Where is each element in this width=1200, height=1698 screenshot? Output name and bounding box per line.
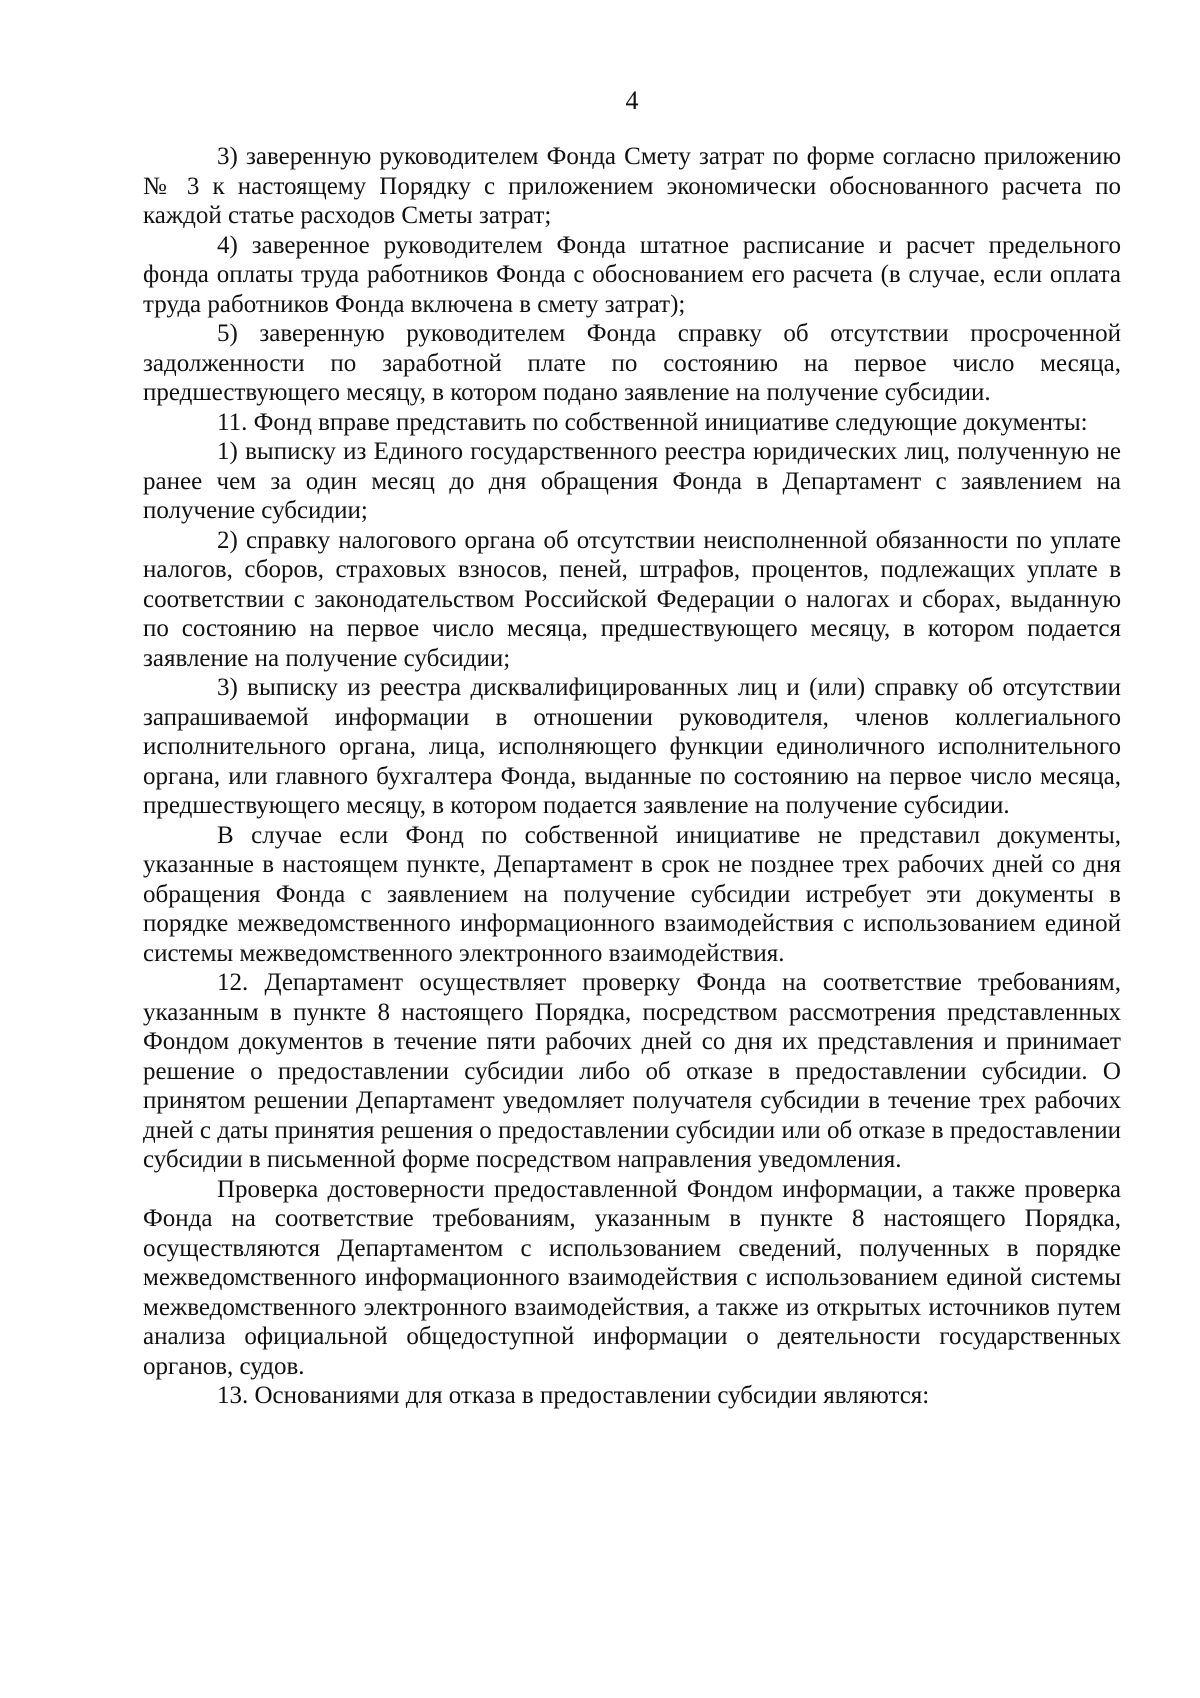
paragraph-clause-13: 13. Основаниями для отказа в предоставлении субсидии являются:	[217, 1382, 930, 1409]
paragraph-item-3-cost-estimate: 3) заверенную руководителем Фонда Смету затрат по форме согласно приложению № 3 к настоящему Порядку с приложением экономически обоснованного расчета по каждой статье расходов Сметы затрат;	[143, 143, 1121, 229]
paragraph-item-2-tax-certificate: 2) справку налогового органа об отсутствии неисполненной обязанности по уплате налогов, сборов, страховых взносов, пеней, штрафов, процентов, подлежащих уплате в соответствии с законодательством Российской Федерации о налогах и сборах, выданную по состоянию на первое число месяца, предшествующего месяцу, в котором подается заявление на получение субсидии;	[143, 526, 1121, 672]
paragraph-interagency-request: В случае если Фонд по собственной инициативе не представил документы, указанные в настоящем пункте, Департамент в срок не позднее трех рабочих дней со дня обращения Фонда с заявлением на получение субсидии истребует эти документы в порядке межведомственного информационного взаимодействия с использованием единой системы межведомственного электронного взаимодействия.	[143, 821, 1121, 967]
paragraph-item-5-no-arrears: 5) заверенную руководителем Фонда справку об отсутствии просроченной задолженности по заработной плате по состоянию на первое число месяца, предшествующего месяцу, в котором подано заявление на получение субсидии.	[143, 320, 1121, 406]
paragraph-item-3-disqualified-registry: 3) выписку из реестра дисквалифицированных лиц и (или) справку об отсутствии запрашиваемой информации в отношении руководителя, членов коллегиального исполнительного органа, лица, исполняющего функции единоличного исполнительного органа, или главного бухгалтера Фонда, выданные по состоянию на первое число месяца, предшествующего месяцу, в котором подается заявление на получение субсидии.	[143, 674, 1121, 819]
paragraph-item-1-registry-extract: 1) выписку из Единого государственного реестра юридических лиц, полученную не ранее чем за один месяц до дня обращения Фонда в Департамент с заявлением на получение субсидии;	[143, 438, 1121, 524]
page-number: 4	[625, 86, 639, 115]
paragraph-clause-11: 11. Фонд вправе представить по собственной инициативе следующие документы:	[217, 408, 1088, 436]
document-body	[143, 142, 1121, 1411]
paragraph-clause-12: 12. Департамент осуществляет проверку Фонда на соответствие требованиям, указанным в пункте 8 настоящего Порядка, посредством рассмотрения представленных Фондом документов в течение пяти рабочих дней со дня их представления и принимает решение о предоставлении субсидии либо об отказе в предоставлении субсидии. О принятом решении Департамент уведомляет получателя субсидии в течение трех рабочих дней с даты принятия решения о предоставлении субсидии или об отказе в предоставлении субсидии в письменной форме посредством направления уведомления.	[143, 969, 1121, 1173]
paragraph-item-4-staff-schedule: 4) заверенное руководителем Фонда штатное расписание и расчет предельного фонда оплаты труда работников Фонда с обоснованием его расчета (в случае, если оплата труда работников Фонда включена в смету затрат);	[143, 231, 1121, 318]
paragraph-verification: Проверка достоверности предоставленной Фондом информации, а также проверка Фонда на соответствие требованиям, указанным в пункте 8 настоящего Порядка, осуществляются Департаментом с использованием сведений, полученных в порядке межведомственного информационного взаимодействия с использованием единой системы межведомственного электронного взаимодействия, а также из открытых источников путем анализа официальной общедоступной информации о деятельности государственных органов, судов.	[143, 1175, 1121, 1380]
